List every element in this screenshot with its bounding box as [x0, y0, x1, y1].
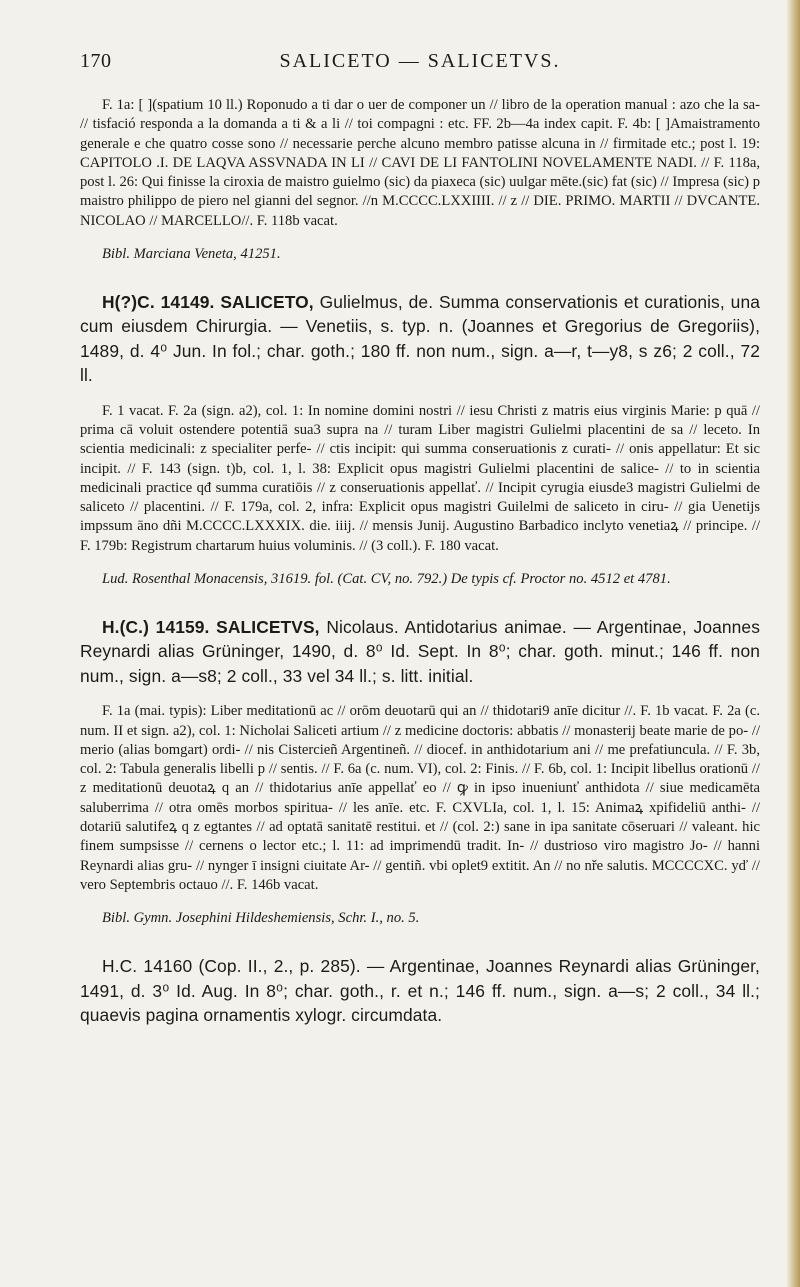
- page-number: 170: [80, 50, 112, 72]
- entry-2: [80, 290, 760, 589]
- entry-heading: [80, 615, 760, 688]
- entry-source: Lud. Rosenthal Monacensis, 31619. fol. (Cat. CV, no. 792.) De typis cf. Proctor no. 4512 et 4781.: [102, 571, 671, 588]
- entry-source: Bibl. Marciana Veneta, 41251.: [102, 246, 281, 263]
- entry-description: F. 1 vacat. F. 2a (sign. a2), col. 1: In nomine domini nostri // iesu Christi z matris eius virginis Marie: p quā // prima cā voluit ostendere potentiā sua3 supra na // turam Liber magistri Gulielmi placentini de sa // leceto. In scientia medicinali: z specialiter perfe- // ctis incipit: qui summa conseruationis z curati- // onis appellatur: Et sic incipit. // F. 143 (sign. t)b, col. 1, l. 38: Explicit opus magistri Gulielmi placentini de salice- // to in scientia medicinali practice qđ summa curatiōis // z conseruationis appellať. // Incipit cyrugia eiusde3 magistri Gulielmi de saliceto // placentini. // F. 179a, col. 2, infra: Explicit opus magistri Guilelmi de saliceto in ciru- // gia Uenetijs impssum āno dñi M.CCCC.LXXXIX. die. iiij. // mensis Junij. Augustino Barbadico inclyto venetiaꝝ // principe. // F. 179b: Registrum chartarum huius voluminis. // (3 coll.). F. 180 vacat.: [80, 402, 760, 554]
- entry-title: Nicolaus. Antidotarius animae. — Argentinae, Joannes Reynardi alias Grüninger, 1490, d. 8⁰ Id. Sept. In 8⁰; char. goth. minut.; 146 ff. non num., sign. a—s8; 2 coll., 33 vel 34 ll.; s. litt. initial.: [80, 617, 760, 686]
- entry-heading: [80, 954, 760, 1027]
- entry-4: [80, 954, 760, 1027]
- page-edge-shading: [786, 0, 800, 1287]
- entry-1: [80, 96, 760, 264]
- book-page: [80, 42, 760, 1041]
- running-title: SALICETO — SALICETVS.: [279, 50, 561, 72]
- entry-description: F. 1a (mai. typis): Liber meditationū ac // orōm deuotarū qui an // thidotari9 anīe dicitur //. F. 1b vacat. F. 2a (c. num. II et sign. a2), col. 1: Nicholai Saliceti artium // z medicine doctoris: abbatis // monasterij beate marie de po- // merio (alias bomgart) ordi- // nis Cistercieñ Argentineñ. // diocef. in anthidotarium ani // me prefatiuncula. // F. 3b, col. 2: Tabula generalis libelli p // sentis. // F. 6a (c. num. VI), col. 2: Finis. // F. 6b, col. 1: Incipit libellus orationū // z meditationū deuotaꝝ q an // thidotarius anīe appellať eo // ꝙ in ipso inueniunť anthidota // siue medicamēta saluberrima // otra omēs morbos spiritua- // les anīe. etc. F. CXVLIa, col. 1, l. 15: Animaꝝ xpifideliū anthi- // dotariū salutifeꝝ q z egtantes // ad optatā sanitatē restitui. et // (col. 2:) sane in ipa sanitate cōseruari // valeant. hic finem sumpsisse // cernens o lector etc.; l. 11: ad imprimendū tradit. In- // dustrioso viro magistro Jo- // hanni Reynardi alias gru- // nynger ī insigni ciuitate Ar- // gentiñ. vbi oplet9 extitit. An // no nře salutis. MCCCCXC. yď // vero Septembris octauo //. F. 146b vacat.: [80, 703, 760, 893]
- page-header: [80, 42, 760, 76]
- entry-source: Bibl. Gymn. Josephini Hildeshemiensis, Schr. I., no. 5.: [102, 910, 420, 927]
- entry-title: Gulielmus, de. Summa conservationis et curationis, una cum eiusdem Chirurgia. — Venetiis, s. typ. n. (Joannes et Gregorius de Gregoriis), 1489, d. 4⁰ Jun. In fol.; char. goth.; 180 ff. non num., sign. a—r, t—y8, s z6; 2 coll., 72 ll.: [80, 292, 761, 386]
- entry-signature: H(?)C. 14149. SALICETO,: [102, 292, 314, 313]
- entry-description: F. 1a: [ ](spatium 10 ll.) Roponudo a ti dar o uer de componer un // libro de la operation manual : azo che la sa- // tisfació responda a la domanda a ti & a li // toi compagni : etc. FF. 2b—4a index capit. F. 4b: [ ]Amaistramento generale e che quatro cosse sono // necessarie perche alcuno membro patisse alcuna in // firmitade etc.; post l. 19: CAPITOLO .I. DE LAQVA ASSVNADA IN LI // CAVI DE LI FANTOLINI NOVELAMENTE NADI. // F. 118a, post l. 26: Qui finisse la ciroxia de maistro guielmo (sic) da piaxeca (sic) uulgar mēte.(sic) fat (sic) // Impresa (sic) p maistro philippo de piero nel gianni del segnor. //n M.CCCC.LXXIIII. // z // DIE. PRIMO. MARTII // DVCANTE. NICOLAO // MARCELLO//. F. 118b vacat.: [80, 97, 760, 229]
- entry-heading: [80, 290, 760, 388]
- entry-title: H.C. 14160 (Cop. II., 2., p. 285). — Argentinae, Joannes Reynardi alias Grüninger, 1491, d. 3⁰ Id. Aug. In 8⁰; char. goth., r. et n.; 146 ff. num., sign. a—s; 2 coll., 34 ll.; quaevis pagina ornamentis xylogr. circumdata.: [80, 956, 760, 1026]
- entry-signature: H.(C.) 14159. SALICETVS,: [102, 617, 320, 638]
- entry-3: [80, 615, 760, 928]
